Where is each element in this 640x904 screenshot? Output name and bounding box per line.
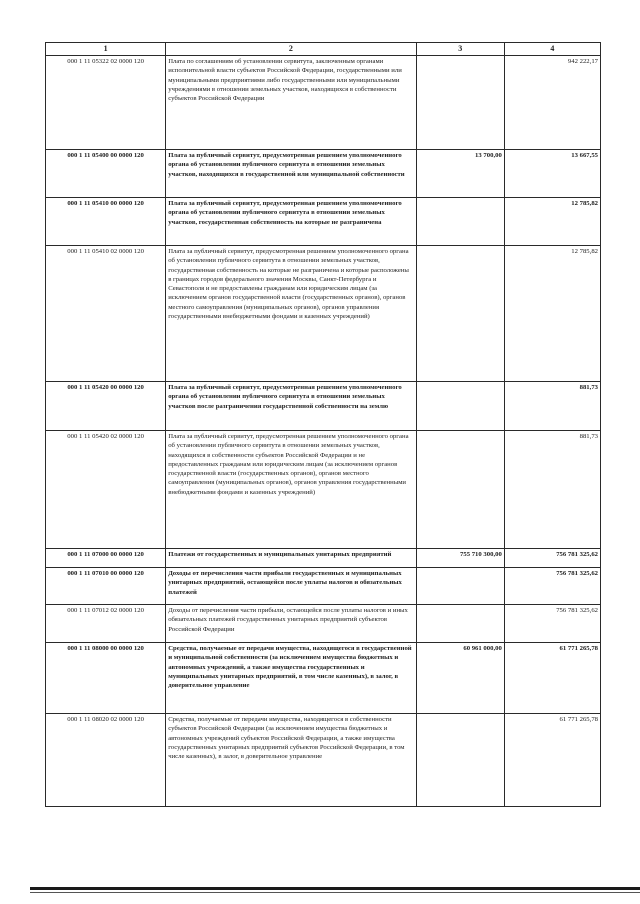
row-plan-amount xyxy=(416,431,504,549)
row-actual-amount: 756 781 325,62 xyxy=(504,568,600,605)
row-actual-amount: 12 785,82 xyxy=(504,198,600,246)
table-row xyxy=(46,150,601,198)
row-name: Плата по соглашениям об установлении сервитута, заключенным органами исполнительной власти субъектов Российской Федерации, государственными или муниципальными предприятиями либо государственными или муниципальными учреждениями в отношении земельных участков, находящихся в собственности субъектов Российской Федерации xyxy=(166,56,416,150)
row-name: Плата за публичный сервитут, предусмотренная решением уполномоченного органа об установлении публичного сервитута в отношении земельных участков после разграничения государственной собственности на землю xyxy=(166,382,416,431)
row-code: 000 1 11 05420 02 0000 120 xyxy=(46,431,166,549)
row-code: 000 1 11 07000 00 0000 120 xyxy=(46,549,166,568)
row-code: 000 1 11 08000 00 0000 120 xyxy=(46,643,166,714)
table-row xyxy=(46,382,601,431)
row-name: Доходы от перечисления части прибыли, остающейся после уплаты налогов и иных обязательных платежей государственных унитарных предприятий субъектов Российской Федерации xyxy=(166,605,416,643)
row-actual-amount: 881,73 xyxy=(504,431,600,549)
row-plan-amount: 60 961 000,00 xyxy=(416,643,504,714)
row-plan-amount xyxy=(416,246,504,382)
table-row xyxy=(46,198,601,246)
row-actual-amount: 61 771 265,78 xyxy=(504,714,600,807)
row-actual-amount: 756 781 325,62 xyxy=(504,605,600,643)
row-actual-amount: 942 222,17 xyxy=(504,56,600,150)
row-code: 000 1 11 05410 02 0000 120 xyxy=(46,246,166,382)
row-name: Плата за публичный сервитут, предусмотренная решением уполномоченного органа об установлении публичного сервитута в отношении земельных участков, находящихся в государственной или муниципальной собственности xyxy=(166,150,416,198)
row-plan-amount xyxy=(416,568,504,605)
row-plan-amount xyxy=(416,605,504,643)
row-plan-amount xyxy=(416,198,504,246)
table-row xyxy=(46,568,601,605)
header-col-4: 4 xyxy=(504,43,600,56)
budget-revenue-table xyxy=(45,42,601,807)
row-actual-amount: 61 771 265,78 xyxy=(504,643,600,714)
row-code: 000 1 11 05410 00 0000 120 xyxy=(46,198,166,246)
row-code: 000 1 11 05420 00 0000 120 xyxy=(46,382,166,431)
header-col-2: 2 xyxy=(166,43,416,56)
row-name: Плата за публичный сервитут, предусмотренная решением уполномоченного органа об установлении публичного сервитута в отношении земельных участков, государственная собственность на которые не разграничена xyxy=(166,198,416,246)
row-code: 000 1 11 08020 02 0000 120 xyxy=(46,714,166,807)
header-col-3: 3 xyxy=(416,43,504,56)
row-name: Средства, получаемые от передачи имущества, находящегося в собственности субъектов Российской Федерации (за исключением имущества бюджетных и автономных учреждений субъектов Российской Федерации, а также имущества государственных унитарных предприятий субъектов Российской Федерации, в том числе казенных), в залог, в доверительное управление xyxy=(166,714,416,807)
row-code: 000 1 11 07010 00 0000 120 xyxy=(46,568,166,605)
footer-rule-thin xyxy=(30,892,640,893)
row-actual-amount: 13 667,55 xyxy=(504,150,600,198)
table-row xyxy=(46,246,601,382)
footer-rule xyxy=(30,887,640,890)
row-name: Платежи от государственных и муниципальных унитарных предприятий xyxy=(166,549,416,568)
row-actual-amount: 756 781 325,62 xyxy=(504,549,600,568)
row-code: 000 1 11 05322 02 0000 120 xyxy=(46,56,166,150)
row-plan-amount xyxy=(416,56,504,150)
row-plan-amount: 13 700,00 xyxy=(416,150,504,198)
table-row xyxy=(46,431,601,549)
row-code: 000 1 11 05400 00 0000 120 xyxy=(46,150,166,198)
table-row xyxy=(46,714,601,807)
row-name: Средства, получаемые от передачи имущества, находящегося в государственной и муниципальной собственности (за исключением имущества бюджетных и автономных учреждений, а также имущества государственных и муниципальных унитарных предприятий, в том числе казенных), в залог, в доверительное управление xyxy=(166,643,416,714)
row-actual-amount: 12 785,82 xyxy=(504,246,600,382)
row-name: Доходы от перечисления части прибыли государственных и муниципальных унитарных предприятий, остающейся после уплаты налогов и обязательных платежей xyxy=(166,568,416,605)
row-plan-amount xyxy=(416,382,504,431)
row-plan-amount xyxy=(416,714,504,807)
header-row xyxy=(46,43,601,56)
table-row xyxy=(46,56,601,150)
header-col-1: 1 xyxy=(46,43,166,56)
table-body xyxy=(46,56,601,807)
row-actual-amount: 881,73 xyxy=(504,382,600,431)
row-plan-amount: 755 710 300,00 xyxy=(416,549,504,568)
row-name: Плата за публичный сервитут, предусмотренная решением уполномоченного органа об установлении публичного сервитута в отношении земельных участков, находящихся в собственности субъектов Российской Федерации и не предоставленных гражданам или юридическим лицам (за исключением органов государственной власти (государственных органов), органов местного самоуправления (муниципальных органов), органов управления государственными внебюджетными фондами и казенных учреждений) xyxy=(166,431,416,549)
row-code: 000 1 11 07012 02 0000 120 xyxy=(46,605,166,643)
table-row xyxy=(46,643,601,714)
table-row xyxy=(46,605,601,643)
table-row xyxy=(46,549,601,568)
row-name: Плата за публичный сервитут, предусмотренная решением уполномоченного органа об установлении публичного сервитута в отношении земельных участков, государственная собственность на которые не разграничена и которые расположены в границах городов федерального значения Москвы, Санкт-Петербурга и Севастополя и не предоставлены гражданам или юридическим лицам (за исключением органов государственной власти (государственных органов), органов местного самоуправления (муниципальных органов), органов управления государственными внебюджетными фондами и казенных учреждений) xyxy=(166,246,416,382)
